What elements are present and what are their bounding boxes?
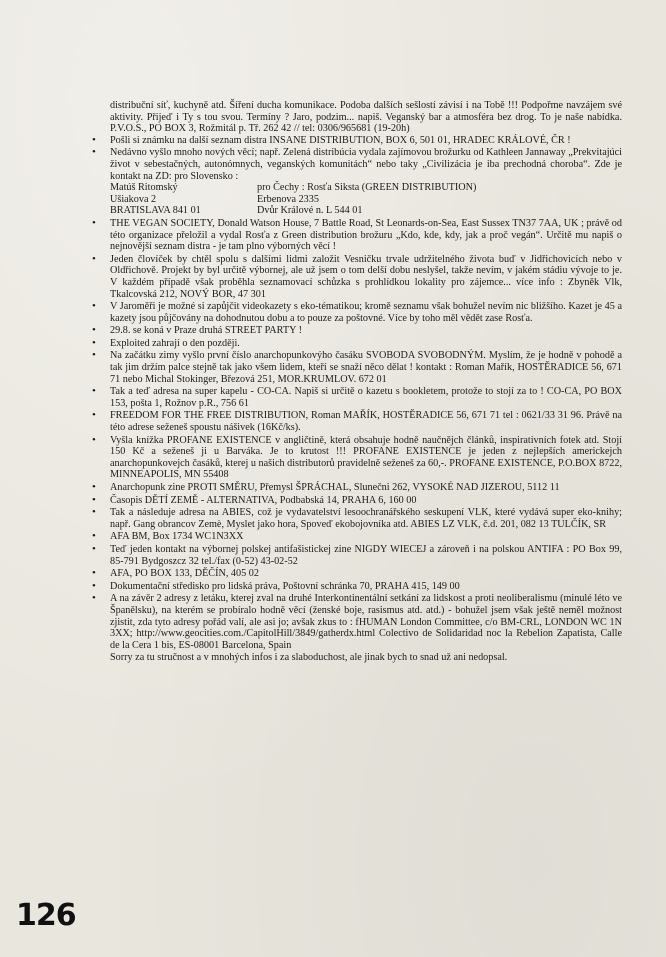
list-item: • THE VEGAN SOCIETY, Donald Watson House, 7 Battle Road, St Leonards-on-Sea, East Sussex TN37 7AA, UK ; právě od této organizace přeložil a vydal Rosťa z Green distribution brožuru „Kdo, kde, kdy, jak a proč vegán“. Určitě mu napiš o nejnovější seznam distra - je tam plno výborných věcí !	[110, 218, 622, 253]
address-line: BRATISLAVA 841 01	[110, 205, 201, 217]
list-item: • AFA, PO BOX 133, DĚČÍN, 405 02	[110, 568, 622, 580]
list-item: • Pošli si známku na další seznam distra INSANE DISTRIBUTION, BOX 6, 501 01, HRADEC KRÁLOVÉ, ČR !	[110, 135, 622, 147]
address-line: Ušiakova 2	[110, 193, 157, 205]
list-item: • Na začátku zimy vyšlo první číslo anarchopunkovýho časáku SVOBODA SVOBODNÝM. Myslím, že je hodně v pohodě a tak jim držím palce stejně tak jako všem lidem, kteří se snaží něco dělat ! kontakt : Roman Mařík, HOSTĚRADICE 56, 671 71 nebo Michal Stokinger, Březová 251, MOR.KRUMLOV. 672 01	[110, 350, 622, 385]
address-line: pro Čechy : Rosťa Siksta (GREEN DISTRIBUTION)	[257, 182, 477, 194]
list-item: • Anarchopunk zine PROTI SMĚRU, Přemysl ŠPRÁCHAL, Slunečni 262, VYSOKÉ NAD JIZEROU, 5112 11	[110, 482, 622, 494]
list-item: • Tak a následuje adresa na ABIES, což je vydavatelství lesoochranářského seskupení VLK, které vydává super eko-knihy; např. Gang obrancov Zemè, Myslet jako hora, Spoveď ekobojovníka atd. ABIES LZ VLK, č.d. 201, 082 13 TULČÍK, SR	[110, 507, 622, 530]
info-list	[110, 135, 622, 652]
list-item: • A na závěr 2 adresy z letáku, kterej zval na druhé Interkontinentální setkání za lidskost a proti neoliberalismu (minulé léto ve Španělsku), na kterém se probíralo hodně věcí (ženské boje, rasismus atd. atd.) - bohužel jsem však ještě neměl možnost zjistit, zda tyto adresy pořád valí, ale asi jo; avšak zkus to : fHUMAN London Committee, c/o BM-CRL, LONDON WC 1N 3XX; http://www.geocities.com./CapitolHill/3849/gatherdx.html Colectivo de Solidaridad noc la Rebelion Zapatista, Calle de la Cera 1 bis, ES-08001 Barcelona, Spain	[110, 593, 622, 651]
body-text	[110, 100, 622, 664]
list-item: • Časopis DĚTÍ ZEMĚ - ALTERNATIVA, Podbabská 14, PRAHA 6, 160 00	[110, 495, 622, 507]
list-item: • Dokumentační středisko pro lidská práva, Poštovní schránka 70, PRAHA 415, 149 00	[110, 581, 622, 593]
list-item: • Vyšla knížka PROFANE EXISTENCE v angličtině, která obsahuje hodně naučnějch článků, inspirativních fotek atd. Stojí 150 Kč a seženeš ji u Barváka. Je to krutost !!! PROFANE EXISTENCE je jeden z nejlepších americkejch anarchopunkovejch časáků, kterej u našich distributorů pravidelně seženeš za 60,-. PROFANE EXISTENCE, P.O.BOX 8722, MINNEAPOLIS, MN 55408	[110, 435, 622, 481]
page-number: 126	[16, 898, 76, 933]
list-item: • AFA BM, Box 1734 WC1N3XX	[110, 531, 622, 543]
list-item: • 29.8. se koná v Praze druhá STREET PARTY !	[110, 325, 622, 337]
list-item: • Exploited zahrají o den později.	[110, 338, 622, 350]
list-item: • Teď jeden kontakt na výbornej polskej antifašistickej zine NIGDY WIECEJ a zároveň i na polskou ANTIFA : PO Box 99, 85-791 Bydgoszcz 32 tel./fax (0-52) 43-02-52	[110, 544, 622, 567]
closing-note: Sorry za tu stručnost a v mnohých infos i za slaboduchost, ale jinak bych to snad už ani nedopsal.	[110, 652, 508, 664]
intro-paragraph: distribuční síť, kuchyně atd. Šíření ducha komunikace. Podoba dalších sešlostí závisí i na Tobě !!! Podpořme navzájem své aktivity. Přijeď i Ty s tou svou. Termíny ? Jaro, podzim... napiš. Veganský bar a atmosféra bez drog. To je naše nabídka. P.V.O.S., PO BOX 3, Rožmitál p. Tř. 262 42 // tel: 0306/965681 (19-20h)	[110, 100, 622, 135]
address-line: Dvůr Králové n. L 544 01	[257, 205, 363, 217]
address-line: Matúš Ritomský	[110, 182, 178, 194]
address-block	[110, 182, 622, 217]
list-item: • Nedávno vyšlo mnoho nových věcí; např. Zelená distribúcia vydala zajímovou brožurku od Kathleen Jannaway „Prekvitajúci život v sebestačných, autonómnych, veganských komunitách“ nebo taky „Civilizácia je iba prechodná choroba“. Zde je kontakt na ZD: pro Slovensko : Matúš Ritomský pro Čechy : Rosťa Siksta (GREEN DISTRIBUTION) Ušiakova 2 Erbenova 2335 BRATISLAVA 841 01 Dvůr Králové n. L 544 01	[110, 147, 622, 217]
list-item: • Tak a teď adresa na super kapelu - CO-CA. Napiš si určitě o kazetu s bookletem, protože to stojí za to ! CO-CA, PO BOX 153, pošta 1, Rožnov p.R., 756 61	[110, 386, 622, 409]
list-item: • V Jaroměři je možné si zapůjčit videokazety s eko-tématikou; kromě seznamu však bohužel nevím nic bližšího. Kazet je 45 a kazety jsou půjčovány na dohodnutou dobu a to pouze za poštovné. Více by toho měl vědět zase Rosťa.	[110, 301, 622, 324]
list-item: • Jeden človíček by chtěl spolu s dalšími lidmi založit Vesničku trvale udržitelného života buď v Jidřichovicích nebo v Oldřichově. Projekt by byl určitě výbornej, ale už jsem o tom delší dobu neslyšel, takže nevím, v jakém stádiu vývoje to je. V každém případě však proběhla seznamovací schůzka s prohlídkou lokality pro zájemce... více info : Zbyněk Vlk, Tkalcovská 212, NOVÝ BOR, 47 301	[110, 254, 622, 300]
list-item: • FREEDOM FOR THE FREE DISTRIBUTION, Roman MAŘÍK, HOSTĚRADICE 56, 671 71 tel : 0621/33 31 96. Právě na této adrese seženeš spoustu nášivek (16Kč/ks).	[110, 410, 622, 433]
address-line: Erbenova 2335	[257, 193, 319, 205]
